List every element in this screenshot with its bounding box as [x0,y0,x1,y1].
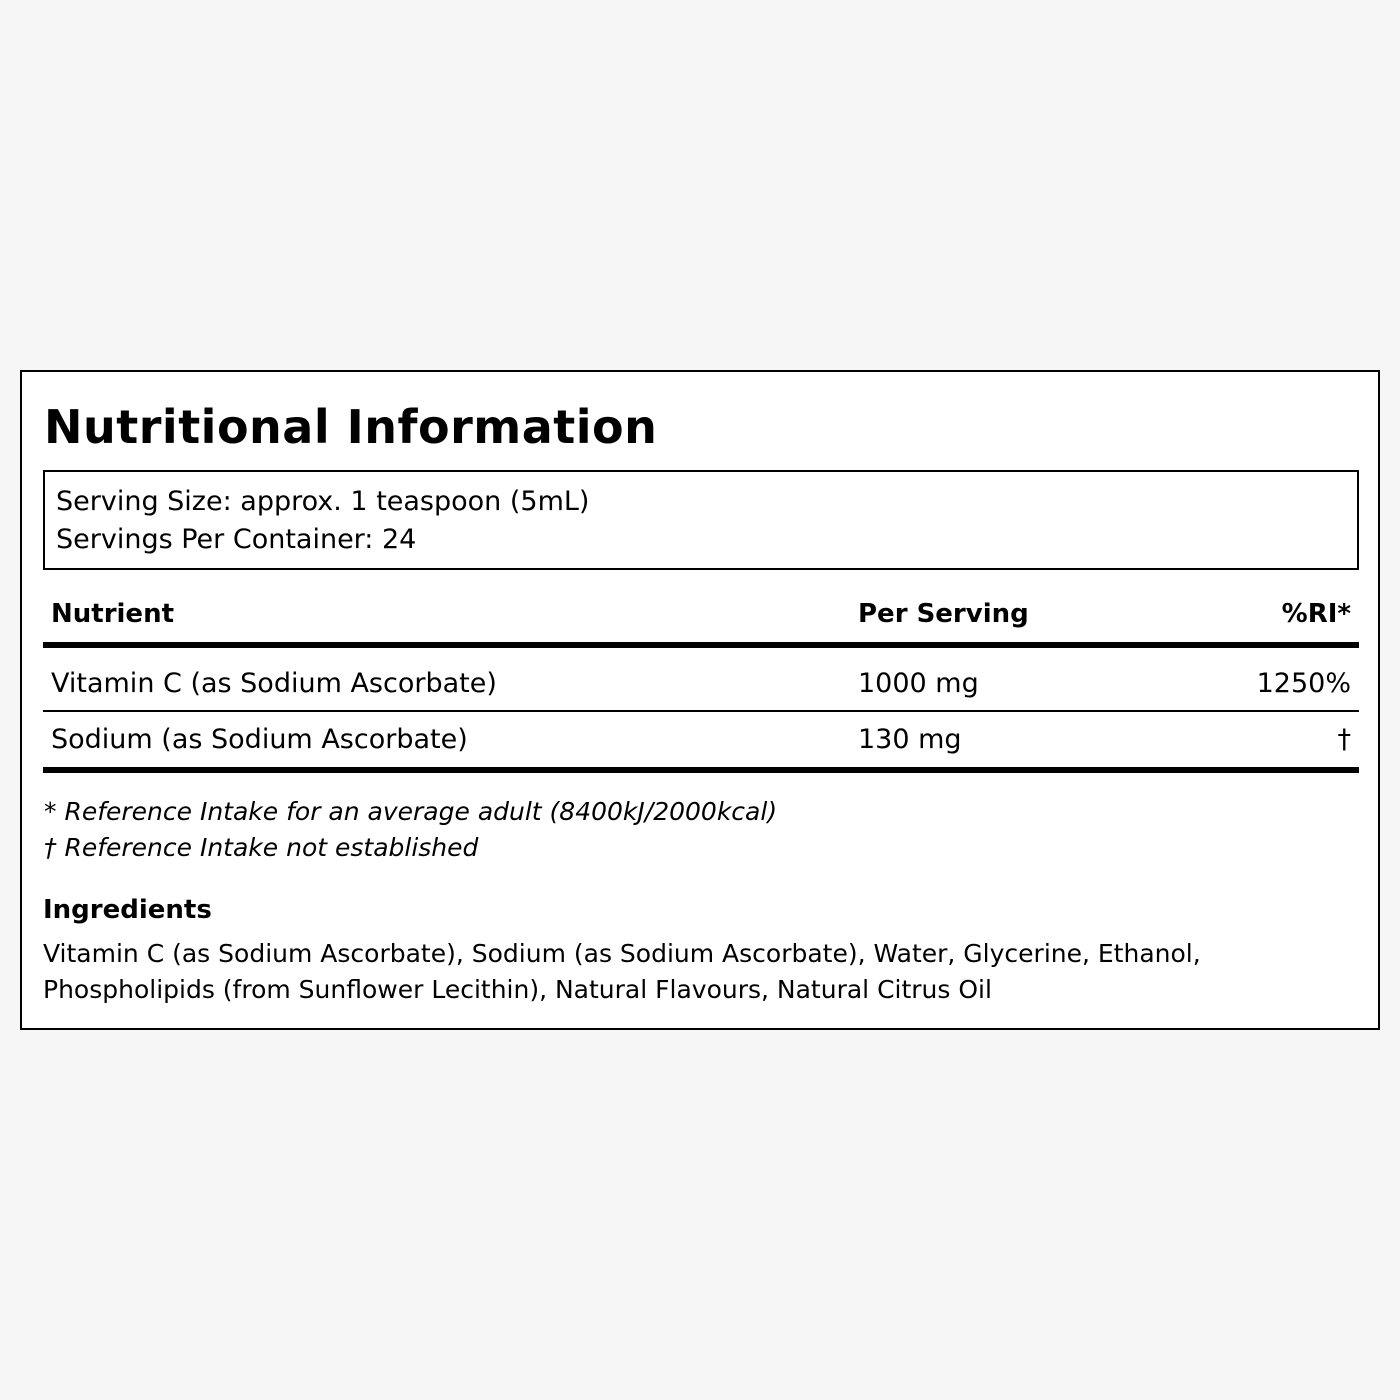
footnote-ri: * Reference Intake for an average adult (8400kJ/2000kcal) [44,797,778,826]
ingredients-heading: Ingredients [43,895,212,925]
servings-per-container: Servings Per Container: 24 [56,524,417,555]
serving-size: Serving Size: approx. 1 teaspoon (5mL) [56,486,590,517]
footnotes [44,794,777,866]
panel-title: Nutritional Information [44,400,658,454]
ingredients-text: Vitamin C (as Sodium Ascorbate), Sodium (as Sodium Ascorbate), Water, Glycerine, Ethanol, Phospholipids (from Sunflower Lecithin), Natural Flavours, Natural Citrus Oil [43,939,1201,1004]
nutrient-name: Vitamin C (as Sodium Ascorbate) [51,668,497,699]
nutrient-name: Sodium (as Sodium Ascorbate) [51,724,468,755]
nutrient-ri: † [1337,724,1351,755]
table-header-row [43,594,1359,642]
nutrient-ri: 1250% [1256,668,1351,699]
footnote-dagger: † Reference Intake not established [44,833,479,862]
serving-info-box [43,470,1359,570]
header-ri: %RI* [1281,599,1351,629]
nutrient-amount: 1000 mg [858,668,979,699]
nutrition-panel [20,370,1380,1030]
nutrient-table [43,594,1359,773]
nutrient-amount: 130 mg [858,724,962,755]
table-row [43,712,1359,767]
header-nutrient: Nutrient [51,599,175,629]
table-row [43,648,1359,710]
header-per-serving: Per Serving [858,599,1029,629]
